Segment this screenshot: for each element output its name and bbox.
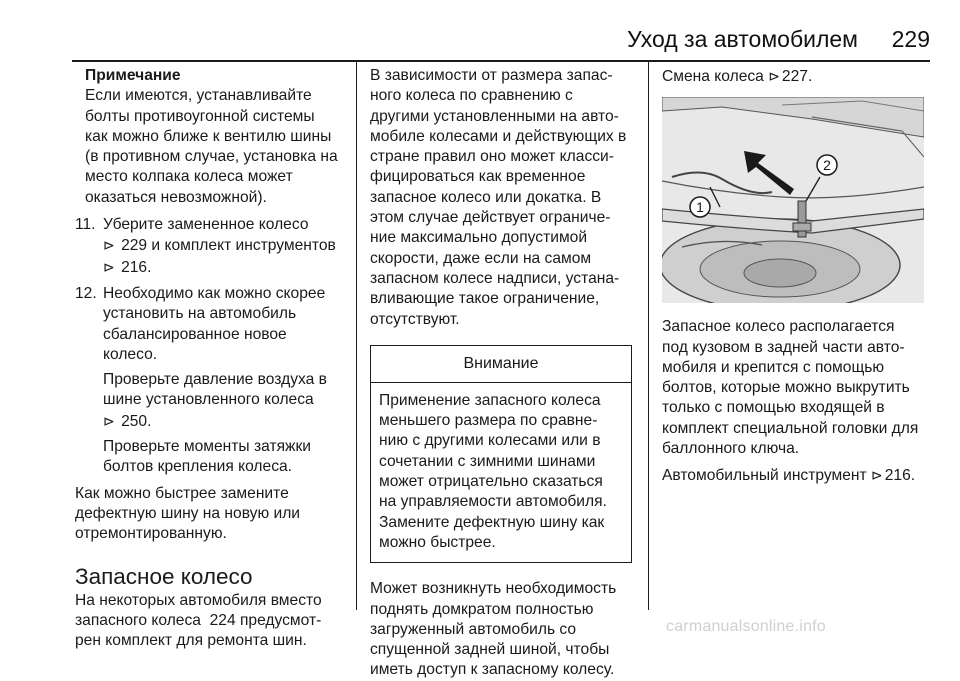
- page-reference-icon: ⊳: [103, 258, 115, 275]
- section-paragraph: [75, 591, 345, 652]
- ref-link[interactable]: 216.: [884, 467, 916, 485]
- paragraph-line: этом случае действует ограниче-: [370, 209, 611, 227]
- warning-line: сочетании с зимними шинами: [379, 452, 596, 470]
- column-2: [370, 66, 638, 681]
- callout-2: 2: [823, 157, 831, 174]
- column-3: [662, 66, 930, 487]
- watermark: carmanualsonline.info: [666, 618, 826, 635]
- list-line: сбалансированное новое: [103, 325, 287, 343]
- paragraph-line: вливающие такое ограничение,: [370, 290, 600, 308]
- ref-link[interactable]: 250.: [116, 412, 152, 430]
- paragraph-line: баллонного ключа.: [662, 440, 800, 458]
- paragraph-line: другими установленными на авто-: [370, 107, 619, 125]
- column-1: [75, 66, 345, 652]
- note-title: Примечание: [85, 67, 181, 84]
- page-reference-icon: ⊳: [870, 467, 883, 484]
- list-number: 11.: [75, 216, 96, 234]
- list-line: установить на автомобиль: [103, 305, 297, 323]
- steps-list: [75, 215, 345, 478]
- page-reference-icon: ⊳: [103, 237, 115, 254]
- intro-paragraph: [370, 66, 638, 330]
- paragraph-line: запасном колесе надписи, устана-: [370, 269, 620, 287]
- warning-title: Внимание: [371, 346, 631, 383]
- note-line: Если имеются, устанавливайте: [85, 87, 312, 105]
- note-line: оказаться невозможной).: [85, 188, 267, 206]
- paragraph-line: В зависимости от размера запас-: [370, 67, 613, 84]
- warning-line: Замените дефектную шину как: [379, 513, 605, 531]
- note-line: болты противоугонной системы: [85, 107, 315, 125]
- page-title: Уход за автомобилем: [627, 26, 858, 52]
- paragraph-line: ного колеса по сравнению с: [370, 87, 573, 105]
- paragraph-line: загруженный автомобиль со: [370, 620, 577, 638]
- list-line: Уберите замененное колесо: [103, 216, 309, 234]
- list-item-12: [75, 284, 345, 478]
- list-line: колесо.: [103, 345, 158, 363]
- note-line: как можно ближе к вентилю шины: [85, 127, 332, 145]
- paragraph-line: скорости, даже если на самом: [370, 249, 592, 267]
- note-line: место колпака колеса может: [85, 168, 293, 186]
- warning-line: можно быстрее.: [379, 533, 496, 551]
- description-paragraph: [662, 317, 930, 459]
- reference-text: Смена колеса: [662, 68, 764, 85]
- paragraph-line: дефектную шину на новую или: [75, 504, 300, 522]
- column-divider-2: [648, 62, 649, 610]
- paragraph-line: фицироваться как временное: [370, 168, 586, 186]
- warning-line: Применение запасного колеса: [379, 391, 601, 409]
- note-block: [75, 66, 345, 208]
- paragraph-line: запасное колесо или докатка. В: [370, 188, 602, 206]
- note-line: (в противном случае, установка на: [85, 148, 338, 166]
- paragraph-line: На некоторых автомобиля вместо: [75, 591, 322, 609]
- warning-body: [371, 383, 631, 562]
- list-item-11: [75, 215, 345, 278]
- page-reference-icon: ⊳: [103, 412, 115, 429]
- paragraph-line: рен комплект для ремонта шин.: [75, 632, 307, 650]
- warning-line: может отрицательно сказаться: [379, 473, 603, 491]
- list-line: [103, 257, 345, 278]
- warning-line: меньшего размера по сравне-: [379, 412, 598, 430]
- warning-line: нию с другими колесами или в: [379, 432, 601, 450]
- paragraph-line: отсутствуют.: [370, 310, 460, 328]
- after-warning-paragraph: [370, 579, 638, 680]
- list-line: [103, 235, 345, 256]
- closing-paragraph: [75, 484, 345, 545]
- paragraph-line: мобиле колесами и действующих в: [370, 127, 627, 145]
- header-rule: [72, 60, 930, 62]
- underbody-drawing: [662, 97, 924, 303]
- list-line: болтов крепления колеса.: [103, 458, 292, 476]
- paragraph-line: [75, 611, 345, 631]
- paragraph-line: стране правил оно может класси-: [370, 148, 614, 166]
- paragraph-line: отремонтированную.: [75, 525, 227, 543]
- section-heading: Запасное колесо: [75, 563, 253, 589]
- tool-reference-line: [662, 465, 930, 486]
- list-line: шине установленного колеса: [103, 391, 314, 409]
- paragraph-line: ние максимально допустимой: [370, 229, 588, 247]
- paragraph-line: Как можно быстрее замените: [75, 484, 289, 502]
- paragraph-line: под кузовом в задней части авто-: [662, 338, 905, 356]
- column-divider-1: [356, 62, 357, 610]
- warning-box: [370, 345, 632, 563]
- list-line: Проверьте давление воздуха в: [103, 371, 327, 389]
- tool-text: Автомобильный инструмент: [662, 467, 867, 485]
- paragraph-line: спущенной задней шиной, чтобы: [370, 641, 610, 659]
- list-line: Необходимо как можно скорее: [103, 284, 326, 302]
- list-number: 12.: [75, 284, 97, 302]
- page-reference-icon: ⊳: [768, 68, 780, 84]
- paragraph-line: комплект специальной головки для: [662, 419, 919, 437]
- spare-wheel-illustration: [662, 97, 924, 303]
- paragraph-line: Запасное колесо располагается: [662, 318, 895, 336]
- reference-line: [662, 66, 930, 87]
- paragraph-line: болтов, которые можно выкрутить: [662, 379, 910, 397]
- paragraph-line: мобиля и крепится с помощью: [662, 358, 885, 376]
- callout-1: 1: [696, 199, 704, 216]
- ref-link[interactable]: 229 и комплект инструментов: [116, 237, 336, 255]
- paragraph-line: только с помощью входящей в: [662, 399, 885, 417]
- paragraph-line: поднять домкратом полностью: [370, 600, 594, 618]
- ref-link[interactable]: 216.: [116, 258, 152, 276]
- ref-link[interactable]: 227.: [781, 68, 813, 85]
- warning-line: на управляемости автомобиля.: [379, 493, 607, 511]
- list-line: [103, 411, 345, 432]
- list-line: Проверьте моменты затяжки: [103, 438, 311, 456]
- page-number: 229: [891, 26, 930, 52]
- ref-link[interactable]: запасного колеса 224 предусмот-: [75, 612, 322, 630]
- page-header: [72, 22, 930, 62]
- paragraph-line: иметь доступ к запасному колесу.: [370, 661, 615, 679]
- paragraph-line: Может возникнуть необходимость: [370, 580, 617, 598]
